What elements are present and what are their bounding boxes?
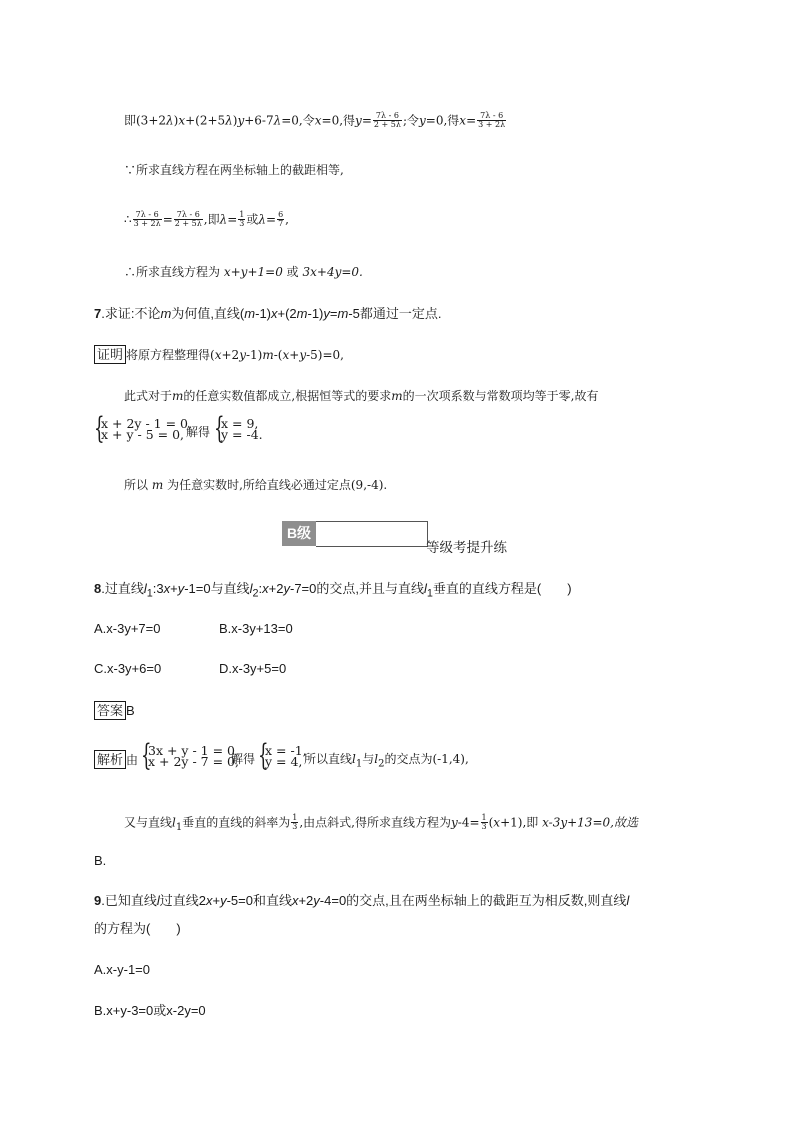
text: 即(3+2 (124, 113, 167, 128)
question-9: 9.已知直线l过直线2x+y-5=0和直线x+2y-4=0的交点,且在两坐标轴上的截距互为相反数,则直线l (94, 893, 630, 908)
var-y: y (418, 113, 426, 128)
option-a: A.x-3y+7=0 (94, 621, 161, 636)
var-x: x (178, 113, 186, 128)
q9-option-a: A.x-y-1=0 (94, 962, 150, 977)
var-x: x (459, 113, 467, 128)
option-b: B.x-3y+13=0 (219, 621, 293, 636)
var-y: y (237, 113, 245, 128)
text: +6-7 (244, 113, 274, 128)
text: =0,令 (281, 113, 315, 128)
text: =0,得 (425, 113, 460, 128)
lambda: λ (166, 113, 174, 128)
analysis-line-1-tail: 所以直线$l_1$与$l_2$的交点为(-1,4), (304, 752, 469, 770)
text: =0,得 (321, 113, 356, 128)
answer-label: 答案 (94, 701, 126, 720)
solution-line-2: ∵所求直线方程在两坐标轴上的截距相等, (124, 163, 344, 177)
solution-line-4: ∴所求直线方程为 x+y+1=0 或 3x+4y=0. (124, 265, 363, 279)
solution-line-3: ∴ $\frac{7\lambda - 6}{3 + 2\lambda}$ = $\frac{7\lambda - 6}{2 + 5\lambda}$ ,即λ= $\frac{1}{3}$ 或λ= $\frac{6}{7}$ , (124, 210, 289, 229)
fraction: $\frac{7\lambda - 6}{3 + 2\lambda}$ (478, 111, 506, 130)
question-7: 7.求证:不论m为何值,直线(m-1)x+(2m-1)y=m-5都通过一定点. (94, 306, 442, 321)
analysis-solve: 解得 (231, 752, 256, 766)
option-d: D.x-3y+5=0 (219, 661, 287, 676)
solve-text: 解得 (186, 425, 211, 439)
proof-label: 证明 (94, 345, 126, 364)
question-9-line-2: 的方程为( ) (94, 921, 181, 936)
analysis-line-2: 又与直线$l_1$垂直的直线的斜率为 $\frac{1}{3}$ ,由点斜式,得所求直线方程为y-4= $\frac{1}{3}$ (x+1),即 x-3y+13=0,故选 (124, 813, 638, 833)
text: ) (232, 113, 238, 128)
question-8: 8.过直线$l_1:3x+y-1=0$与直线$l_2:x+2y-7=0$的交点,并且与直线$l_1$垂直的直线方程是( ) (94, 581, 572, 600)
option-c: C.x-3y+6=0 (94, 661, 162, 676)
text: ) (173, 113, 179, 128)
proof-line-1: 证明 将原方程整理得(x+2y-1)m-(x+y-5)=0, (94, 345, 344, 364)
equation-system-1: { x + 2y - 1 = 0, x + y - 5 = 0, (94, 411, 192, 446)
equation-system-2: { x = 9, y = -4. (214, 411, 263, 446)
answer-line (94, 701, 135, 720)
text: ;令 (402, 113, 419, 128)
solution-line-1: 即(3+2λ)x+(2+5λ)y+6-7λ=0,令x=0,得y= $\frac{7\lambda - 6}{2 + 5\lambda}$ ;令y=0,得x= $\frac{7\lambda - 6}{3 + 2\lambda}$ (124, 111, 506, 130)
banner-blank (316, 521, 428, 547)
banner-label: 等级考提升练 (426, 540, 507, 555)
analysis-label: 解析 (94, 750, 126, 769)
answer-value: B (126, 703, 135, 718)
var-y: y (355, 113, 362, 128)
level-tag: B级 (282, 521, 316, 546)
lambda: λ (273, 113, 282, 128)
text: +(2+5 (185, 113, 226, 128)
proof-line-4: 所以 m 为任意实数时,所给直线必通过定点(9,-4). (124, 478, 388, 492)
proof-line-2: 此式对于m的任意实数值都成立,根据恒等式的要求m的一次项系数与常数项均等于零,故有 (124, 389, 599, 403)
fraction: $\frac{7\lambda - 6}{2 + 5\lambda}$ (373, 111, 401, 130)
q9-option-b: B.x+y-3=0或x-2y=0 (94, 1003, 206, 1018)
analysis-system-2: { x = -1, y = 4, (258, 738, 307, 773)
lambda: λ (225, 113, 233, 128)
analysis-line-3: B. (94, 853, 107, 868)
analysis-label-line: 解析 由 (94, 750, 138, 769)
var-x: x (314, 113, 322, 128)
analysis-system-1: { 3x + y - 1 = 0, x + 2y - 7 = 0, (141, 738, 239, 773)
